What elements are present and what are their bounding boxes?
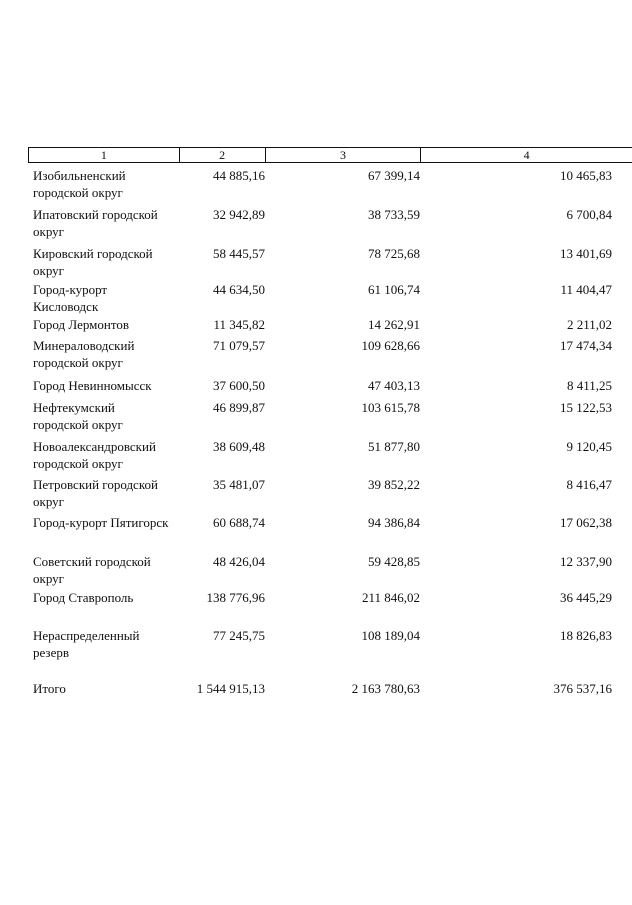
row-col-4: 17 062,38 [560,515,612,530]
row-col-4: 15 122,53 [560,400,612,415]
row-col-4: 2 211,02 [566,317,612,332]
row-col-2: 48 426,04 [213,554,265,569]
row-col-3: 61 106,74 [368,282,420,297]
table-header [28,147,632,163]
row-name: Город Ставрополь [33,590,134,605]
row-col-3: 38 733,59 [368,207,420,222]
row-name: Петровский городской округ [33,477,158,509]
row-name: Изобильненский городской округ [33,168,126,200]
row-col-3: 108 189,04 [361,628,420,643]
row-col-3: 78 725,68 [368,246,420,261]
row-col-3: 67 399,14 [368,168,420,183]
row-col-4: 11 404,47 [560,282,612,297]
row-name: Нефтекумский городской округ [33,400,123,432]
row-name: Ипатовский городской округ [33,207,158,239]
row-col-3: 94 386,84 [368,515,420,530]
row-col-2: 35 481,07 [213,477,265,492]
row-col-4: 376 537,16 [553,681,612,696]
row-col-2: 11 345,82 [213,317,265,332]
row-name: Нераспределенный резерв [33,628,140,660]
row-col-2: 138 776,96 [206,590,265,605]
header-col-1: 1 [29,148,180,162]
row-col-3: 51 877,80 [368,439,420,454]
row-col-4: 18 826,83 [560,628,612,643]
row-name: Город-курорт Кисловодск [33,282,108,314]
row-col-4: 8 416,47 [566,477,612,492]
row-col-4: 12 337,90 [560,554,612,569]
row-name: Новоалександровский городской округ [33,439,156,471]
header-col-3: 3 [266,148,422,162]
row-name: Итого [33,681,66,696]
row-col-4: 36 445,29 [560,590,612,605]
row-name: Город Лермонтов [33,317,129,332]
row-col-3: 47 403,13 [368,378,420,393]
row-name: Город-курорт Пятигорск [33,515,169,530]
row-col-4: 6 700,84 [566,207,612,222]
row-col-2: 37 600,50 [213,378,265,393]
row-col-2: 1 544 915,13 [196,681,265,696]
header-col-4: 4 [523,148,530,162]
row-col-2: 60 688,74 [213,515,265,530]
row-col-4: 9 120,45 [566,439,612,454]
header-col-2: 2 [180,148,266,162]
row-col-3: 39 852,22 [368,477,420,492]
row-name: Советский городской округ [33,554,151,586]
row-col-2: 71 079,57 [213,338,265,353]
row-col-2: 44 885,16 [213,168,265,183]
row-col-2: 44 634,50 [213,282,265,297]
row-col-2: 46 899,87 [213,400,265,415]
row-name: Минераловодский городской округ [33,338,135,370]
row-col-3: 2 163 780,63 [351,681,420,696]
row-col-3: 211 846,02 [361,590,420,605]
row-col-4: 10 465,83 [560,168,612,183]
row-name: Кировский городской округ [33,246,153,278]
row-col-3: 14 262,91 [368,317,420,332]
row-col-2: 32 942,89 [213,207,265,222]
row-col-4: 17 474,34 [560,338,612,353]
row-col-2: 38 609,48 [213,439,265,454]
row-col-2: 77 245,75 [213,628,265,643]
row-col-3: 59 428,85 [368,554,420,569]
row-col-2: 58 445,57 [213,246,265,261]
row-name: Город Невинномысск [33,378,152,393]
row-col-3: 103 615,78 [361,400,420,415]
row-col-4: 8 411,25 [566,378,612,393]
row-col-4: 13 401,69 [560,246,612,261]
row-col-3: 109 628,66 [361,338,420,353]
